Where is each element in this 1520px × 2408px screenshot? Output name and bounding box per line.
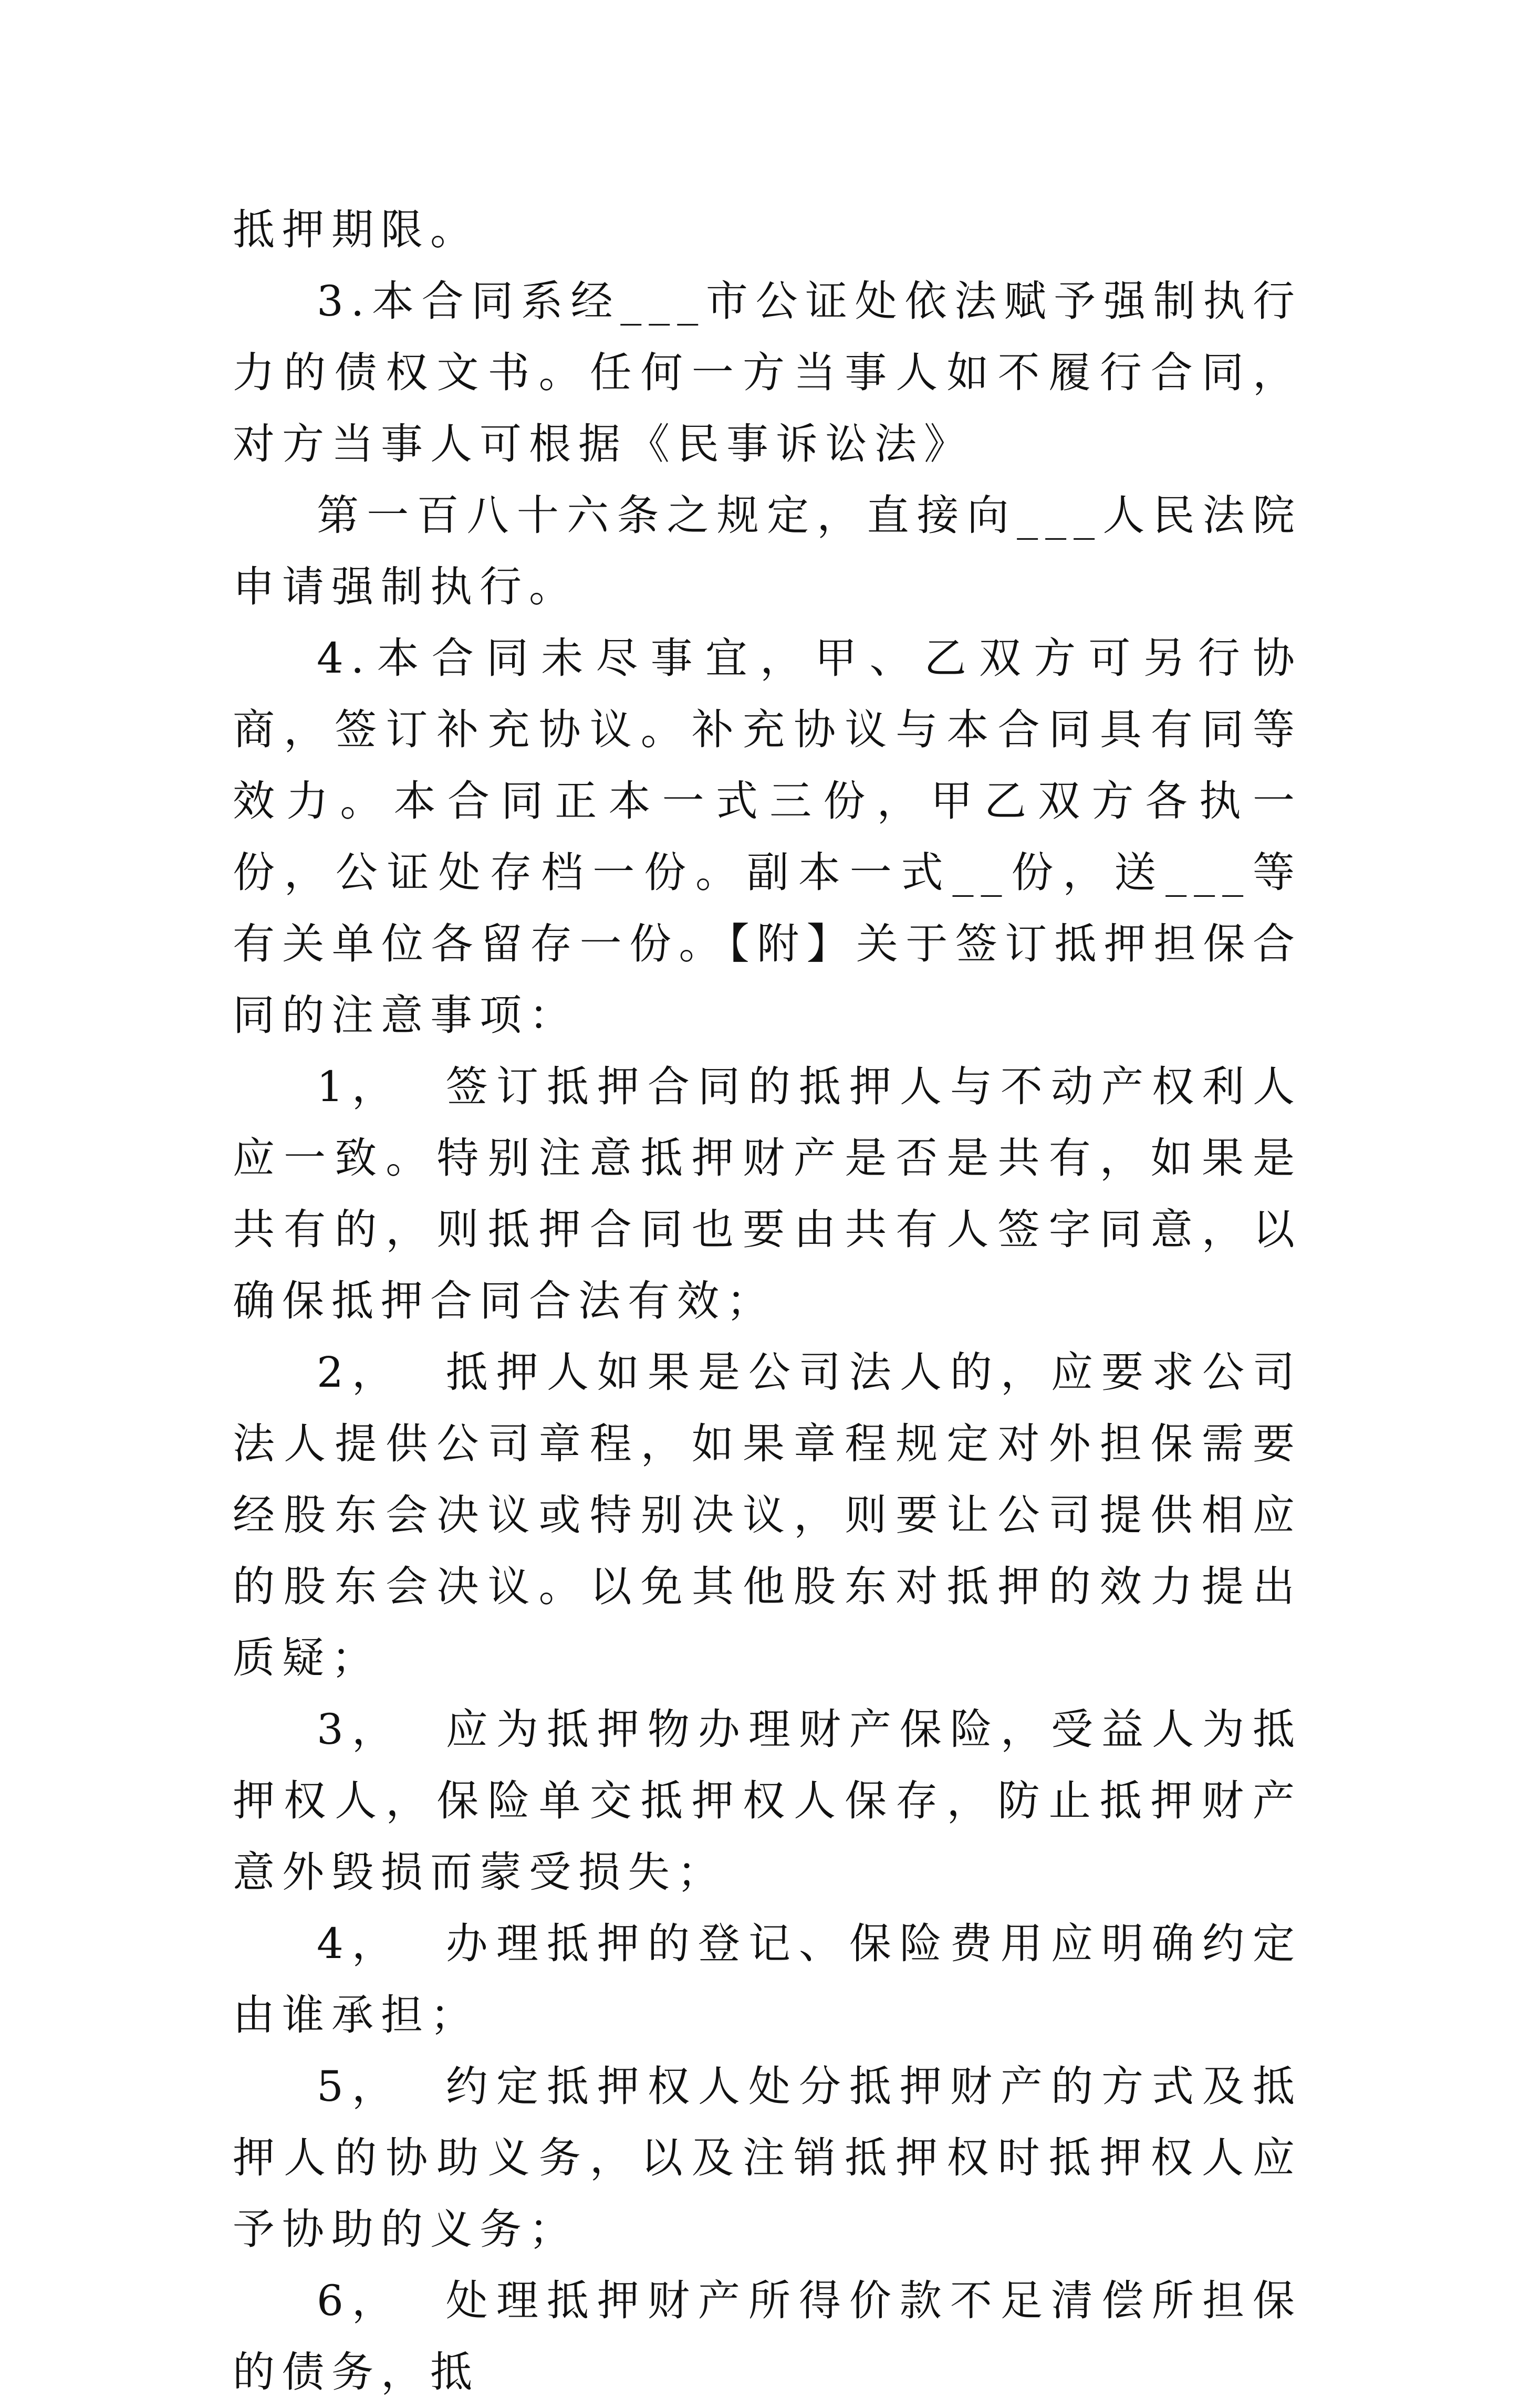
paragraph-note-4: 4， 办理抵押的登记、保险费用应明确约定由谁承担； bbox=[233, 1919, 1302, 2039]
paragraph-clause-3-continued: 第一百八十六条之规定，直接向___人民法院申请强制执行。 bbox=[233, 491, 1302, 611]
paragraph-mortgage-term: 抵押期限。 bbox=[233, 205, 480, 254]
paragraph-note-6: 6， 处理抵押财产所得价款不足清偿所担保的债务，抵 bbox=[233, 2276, 1302, 2396]
paragraph-clause-3: 3.本合同系经___市公证处依法赋予强制执行力的债权文书。任何一方当事人如不履行合同，对方当事人可根据《民事诉讼法》 bbox=[233, 277, 1302, 468]
paragraph-clause-4: 4.本合同未尽事宜，甲、乙双方可另行协商，签订补充协议。补充协议与本合同具有同等效力。本合同正本一式三份，甲乙双方各执一份，公证处存档一份。副本一式__份，送___等有关单位各留存一份。【附】关于签订抵押担保合同的注意事项： bbox=[233, 634, 1302, 1040]
paragraph-note-1: 1， 签订抵押合同的抵押人与不动产权利人应一致。特别注意抵押财产是否是共有，如果是共有的，则抵押合同也要由共有人签字同意，以确保抵押合同合法有效； bbox=[233, 1062, 1302, 1325]
paragraph-note-3: 3， 应为抵押物办理财产保险，受益人为抵押权人，保险单交抵押权人保存，防止抵押财产意外毁损而蒙受损失； bbox=[233, 1705, 1302, 1897]
document-body bbox=[233, 194, 1302, 2408]
paragraph-note-2: 2， 抵押人如果是公司法人的，应要求公司法人提供公司章程，如果章程规定对外担保需要经股东会决议或特别决议，则要让公司提供相应的股东会决议。以免其他股东对抵押的效力提出质疑； bbox=[233, 1348, 1302, 1682]
paragraph-note-5: 5， 约定抵押权人处分抵押财产的方式及抵押人的协助义务，以及注销抵押权时抵押权人应予协助的义务； bbox=[233, 2062, 1302, 2254]
